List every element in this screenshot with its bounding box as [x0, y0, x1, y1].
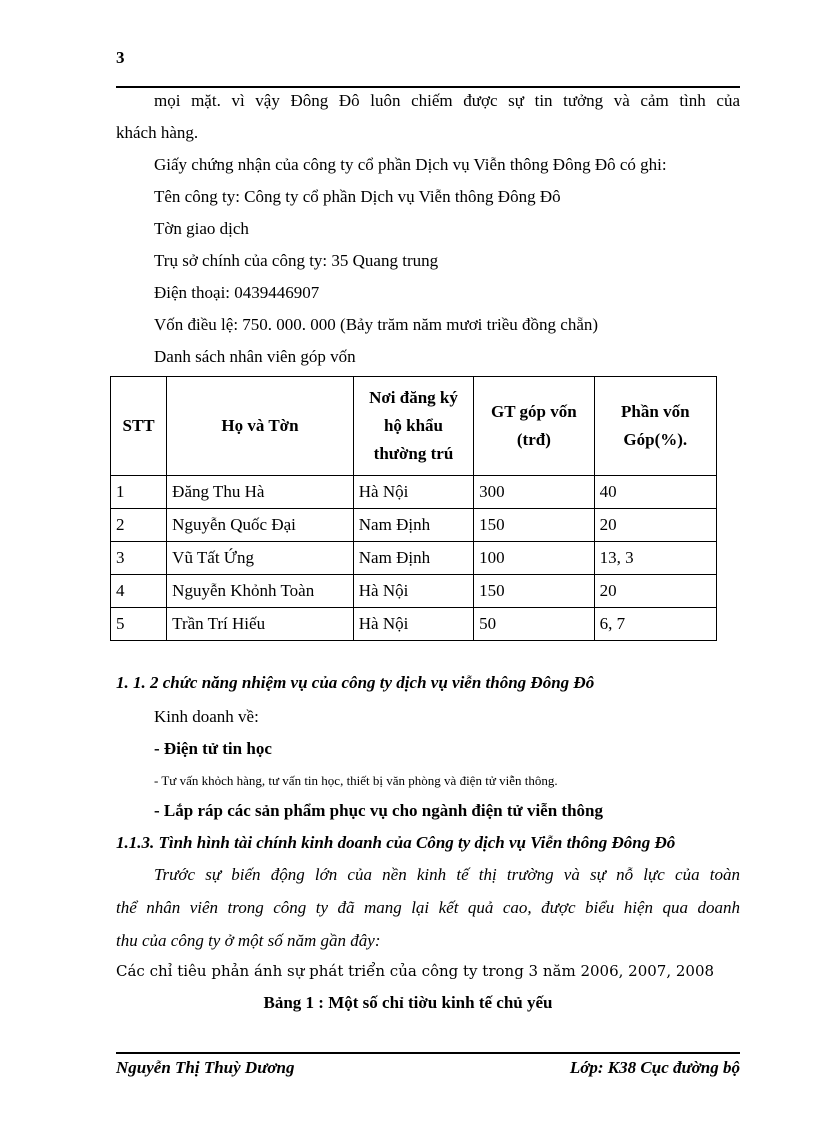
table-row — [111, 476, 717, 509]
paragraph-line: thể nhân viên trong công ty đã mang lại kết quả cao, được biểu hiện qua doanh — [116, 898, 740, 917]
paragraph-line: Trước sự biến động lớn của nền kinh tế thị trường và sự nỗ lực của toàn — [154, 865, 740, 884]
cell-name: Vũ Tất Ứng — [167, 542, 354, 575]
table-header-row — [111, 377, 717, 476]
cell-percent: 40 — [594, 476, 716, 509]
footer-class: Lớp: K38 Cục đường bộ — [569, 1058, 740, 1077]
footer-rule — [116, 1052, 740, 1054]
cell-amount: 150 — [474, 575, 594, 608]
trade-name-line: Tờn giao dịch — [154, 219, 249, 238]
cell-percent: 20 — [594, 509, 716, 542]
cell-place: Hà Nội — [353, 476, 473, 509]
cell-stt: 2 — [111, 509, 167, 542]
paragraph-line: khách hàng. — [116, 123, 199, 142]
cell-place: Nam Định — [353, 509, 473, 542]
cell-amount: 100 — [474, 542, 594, 575]
cell-place: Nam Định — [353, 542, 473, 575]
capital-line: Vốn điều lệ: 750. 000. 000 (Bảy trăm năm mươi triều đồng chẵn) — [154, 315, 599, 334]
cell-percent: 13, 3 — [594, 542, 716, 575]
indicators-line: Các chỉ tiêu phản ánh sự phát triển của công ty trong 3 năm 2006, 2007, 2008 — [116, 962, 715, 980]
business-item: - Tư vấn khỏch hàng, tư vấn tin học, thiết bị văn phòng và điện tử viễn thông. — [154, 773, 558, 788]
header-rule — [116, 86, 740, 88]
certificate-line: Giấy chứng nhận của công ty cổ phần Dịch vụ Viễn thông Đông Đô có ghi: — [154, 155, 667, 174]
header-name: Họ và Tờn — [167, 377, 354, 476]
footer-author: Nguyễn Thị Thuỳ Dương — [116, 1058, 295, 1077]
cell-place: Hà Nội — [353, 608, 473, 641]
staff-contribution-table — [110, 376, 717, 641]
phone-line: Điện thoại: 0439446907 — [154, 283, 320, 302]
table-row — [111, 509, 717, 542]
header-registration: Nơi đăng ký hộ khẩu thường trú — [353, 377, 473, 476]
cell-stt: 3 — [111, 542, 167, 575]
header-stt: STT — [111, 377, 167, 476]
cell-name: Trần Trí Hiếu — [167, 608, 354, 641]
cell-stt: 5 — [111, 608, 167, 641]
paragraph-line: thu của công ty ở một số năm gần đây: — [116, 931, 381, 950]
cell-name: Đăng Thu Hà — [167, 476, 354, 509]
business-item: - Điện tử tin học — [154, 739, 272, 758]
table-title: Bảng 1 : Một số chỉ tiờu kinh tế chủ yếu — [263, 993, 553, 1012]
section-heading-1-1-3: 1.1.3. Tình hình tài chính kinh doanh của Công ty dịch vụ Viễn thông Đông Đô — [116, 833, 676, 852]
cell-percent: 20 — [594, 575, 716, 608]
header-share: Phần vốn Góp(%). — [594, 377, 716, 476]
cell-place: Hà Nội — [353, 575, 473, 608]
page-number: 3 — [116, 48, 125, 67]
cell-stt: 1 — [111, 476, 167, 509]
cell-name: Nguyễn Quốc Đại — [167, 509, 354, 542]
section-heading-1-1-2: 1. 1. 2 chức năng nhiệm vụ của công ty dịch vụ viễn thông Đông Đô — [116, 673, 595, 692]
cell-percent: 6, 7 — [594, 608, 716, 641]
cell-stt: 4 — [111, 575, 167, 608]
header-contribution: GT góp vốn (trđ) — [474, 377, 594, 476]
company-name-line: Tên công ty: Công ty cổ phần Dịch vụ Viễn thông Đông Đô — [154, 187, 561, 206]
business-item: - Lắp ráp các sản phẩm phục vụ cho ngành điện tử viễn thông — [154, 801, 603, 820]
head-office-line: Trụ sở chính của công ty: 35 Quang trung — [154, 251, 439, 270]
table-row — [111, 542, 717, 575]
table-row — [111, 575, 717, 608]
cell-amount: 150 — [474, 509, 594, 542]
cell-amount: 300 — [474, 476, 594, 509]
paragraph-line: mọi mặt. vì vậy Đông Đô luôn chiếm được sự tin tưởng và cảm tình của — [154, 91, 740, 110]
table-row — [111, 608, 717, 641]
cell-name: Nguyễn Khỏnh Toàn — [167, 575, 354, 608]
business-intro: Kinh doanh về: — [154, 707, 259, 726]
staff-list-title: Danh sách nhân viên góp vốn — [154, 347, 356, 366]
cell-amount: 50 — [474, 608, 594, 641]
